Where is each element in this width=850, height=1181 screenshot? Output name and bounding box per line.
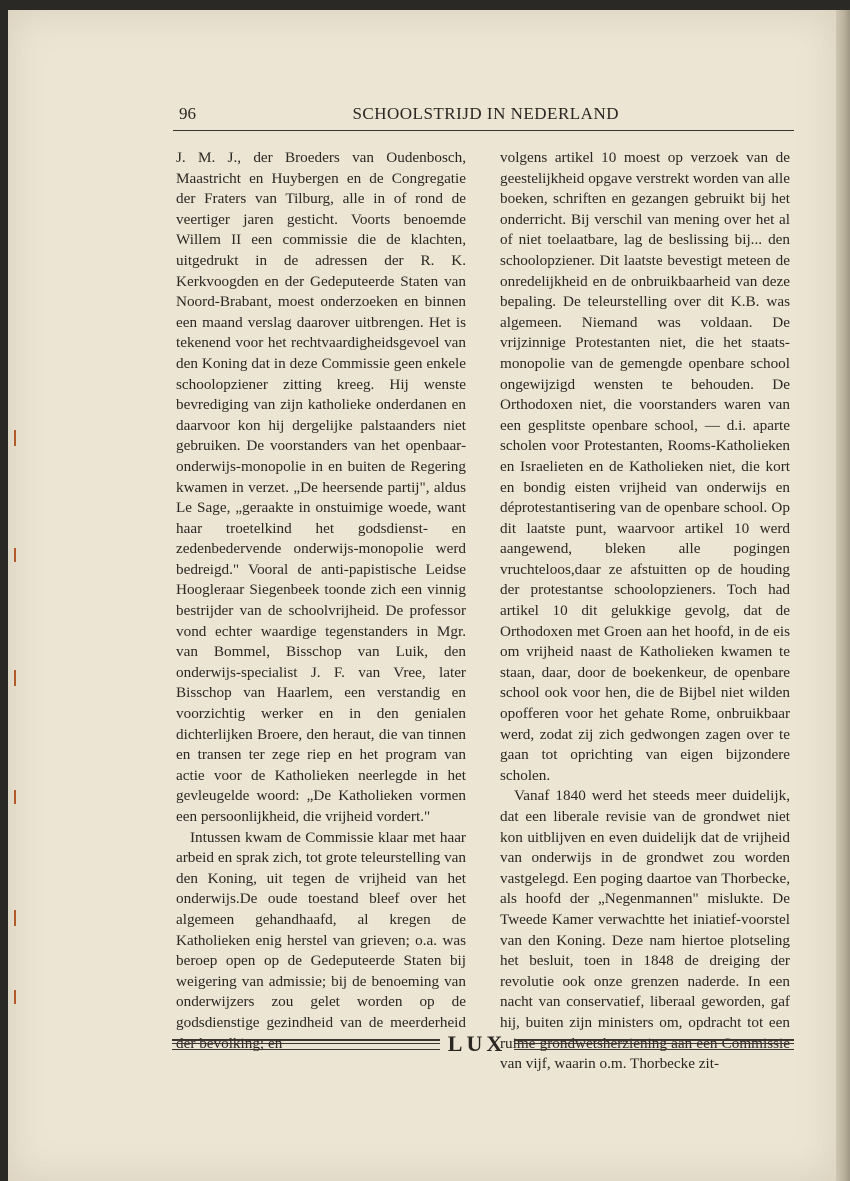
page-number: 96 [179,104,196,123]
footer-logo-lux: LUX [447,1031,507,1056]
margin-mark [14,670,16,686]
margin-mark [14,548,16,562]
paragraph: Vanaf 1840 werd het steeds meer duidelijk, dat een liberale revisie van de grondwet niet kon uitblijven en even duidelijk dat de vrijheid van onderwijs in de grondwet zou worden vastgelegd. Een poging daartoe van Thorbecke, als hoofd der „Negenmannen" mislukte. De Tweede Kamer verwachtte het iniatief-voorstel van den Koning. Deze nam hiertoe plotseling het besluit, toen in 1848 de dreiging der revolutie ook onze grenzen naderde. In een nacht van conservatief, liberaal geworden, gaf hij, buiten zijn ministers om, opdracht tot een ruime grondwetsherziening aan een Commissie van vijf, waarin o.m. Thorbecke zit- [500,787,790,1073]
page-footer-ornament [172,1031,794,1056]
margin-mark [14,990,16,1004]
footer-rule-left [172,1039,440,1050]
paragraph: J. M. J., der Broeders van Oudenbosch, Maastricht en Huybergen en de Congregatie der Fraters van Tilburg, alle in of rond de veertiger jaren gesticht. Voorts benoemde Willem II een commissie die de klachten, uitgedrukt in de adressen der R. K. Kerkvoogden en der Gedeputeerde Staten van Noord-Brabant, moest onderzoeken en binnen een maand verslag daarover uitbrengen. Het is tekenend voor het rechtvaardigheidsgevoel van den Koning dat in deze Commissie geen enkele schoolopziener zitting kreeg. Hij wenste bevrediging van zijn katholieke onderdanen en daarvoor kon hij dergelijke palstaanders niet gebruiken. De voorstanders van het openbaar-onderwijs-monopolie in en buiten de Regering kwamen in verzet. „De heersende partij", aldus Le Sage, „geraakte in onstuimige woede, want haar troetelkind het godsdienst- en zedenbedervende onderwijs-monopolie werd bedreigd." Vooral de anti-papistische Leidse Hoogleraar Siegenbeek toonde zich een vinnig bestrijder van de schoolvrijheid. De professor vond echter waardige tegenstanders in Mgr. van Bommel, Bisschop van Luik, den onderwijs-specialist J. F. van Vree, later Bisschop van Haarlem, een verstandig en voorzichtig werker en in den genialen dichterlijken Broere, den heraut, die van tinnen en transen ter zege riep en het program van actie voor de Katholieken neerlegde in het gevleugelde woord: „De Katholieken vormen een persoonlijkheid, die vrijheid vordert." [176,149,466,825]
margin-mark [14,790,16,804]
running-title: SCHOOLSTRIJD IN NEDERLAND [352,104,619,123]
paragraph: Intussen kwam de Commissie klaar met haar arbeid en sprak zich, tot grote teleurstelling van den Koning, uit tegen de vrijheid van het onderwijs.De oude toestand bleef over het algemeen gehandhaafd, al kregen de Katholieken enig herstel van grieven; o.a. was beroep open op de Gedeputeerde Staten bij weigering van admissie; bij de benoeming van onderwijzers zou gelet worden op de godsdienstige gezindheid van de meerderheid der bevolking; en [176,828,466,1052]
footer-rule-right [514,1039,794,1050]
left-text-column [176,148,466,1054]
page-header [173,104,794,131]
margin-marks [14,430,17,1030]
paragraph: volgens artikel 10 moest op verzoek van de geestelijkheid opgave verstrekt worden van alle boeken, schriften en gezangen gebruikt bij het onderricht. Bij verschil van mening over het al of niet toelaatbare, lag de beslissing bij... den schoolopziener. Dit laatste bevestigt meteen de onredelijkheid en de onbruikbaarheid van deze bepaling. De teleurstelling over dit K.B. was algemeen. Niemand was voldaan. De vrijzinnige Protestanten niet, die het staats-monopolie van de gemengde openbare school ongewijzigd wensten te behouden. De Orthodoxen niet, die voorstanders waren van een gesplitste openbare school, — d.i. aparte scholen voor Protestanten, Rooms-Katholieken en Israelieten en de Katholieken niet, die kort en bondig eisten vrijheid van onderwijs en déprotestantisering van de openbare school. Op dit laatste punt, waarvoor artikel 10 werd aangewend, bleken alle pogingen vruchteloos,daar ze afstuitten op de houding der protestantse schoolopzieners. Toch had artikel 10 dit gelukkige gevolg, dat de Orthodoxen met Groen aan het hoofd, in de eis om vrijheid naast de Katholieken kwamen te staan, daar, door de boekenkeur, de openbare school ook voor hen, die de Bijbel niet wilden opofferen voor het gehate Rome, onbruikbaar werd, zodat zij zich gedwongen zagen over te gaan tot oprichting van eigen bijzondere scholen. [500,149,790,784]
right-text-column [500,148,790,1075]
margin-mark [14,430,16,446]
margin-mark [14,910,16,926]
book-spine-edge [836,10,850,1181]
book-page [8,10,836,1181]
